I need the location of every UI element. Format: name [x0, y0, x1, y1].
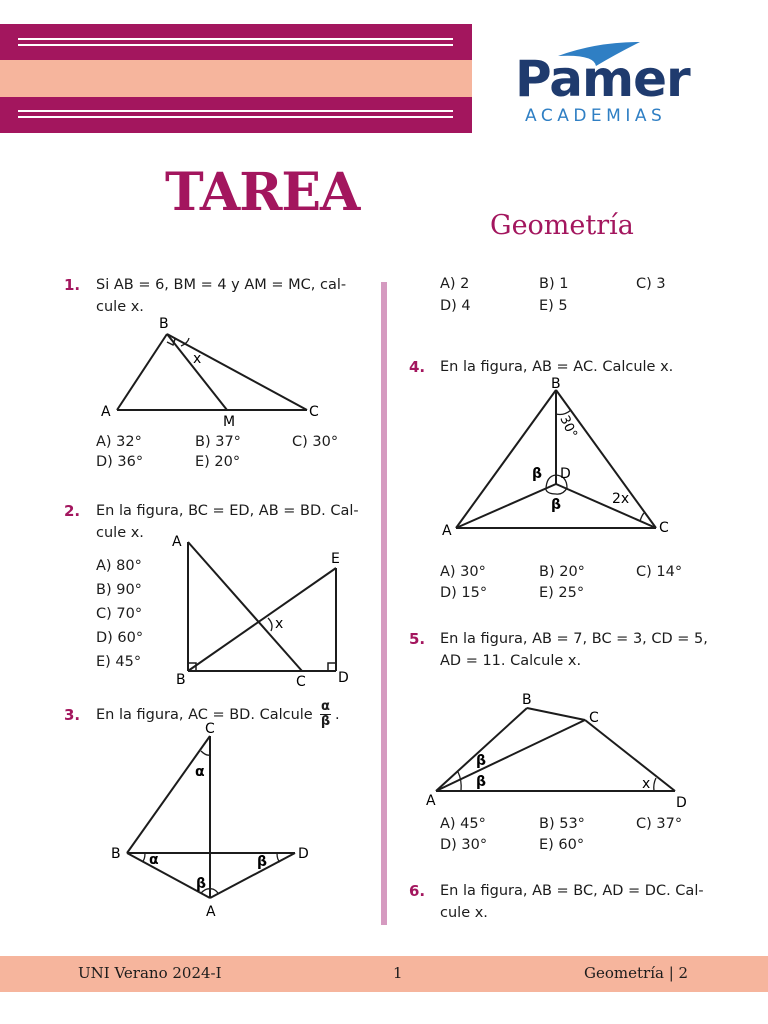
option-b: B) 53°: [539, 816, 585, 832]
option-c: C) 37°: [636, 816, 683, 832]
problem-text: cule x.: [96, 299, 144, 315]
option-a: A) 32°: [96, 434, 142, 450]
vertex-label-a: A: [442, 523, 452, 539]
problem-text: AD = 11. Calcule x.: [440, 653, 582, 669]
problem-number: 5.: [409, 630, 426, 648]
angle-label-beta: β: [476, 774, 487, 790]
problem-text: Si AB = 6, BM = 4 y AM = MC, cal-: [96, 277, 347, 293]
problem-text: cule x.: [96, 525, 144, 541]
problem-number: 2.: [64, 502, 81, 520]
vertex-label-c: C: [205, 721, 215, 737]
vertex-label-m: M: [223, 414, 236, 430]
problem-text: En la figura, BC = ED, AB = BD. Cal-: [96, 503, 359, 519]
option-d: D) 60°: [96, 630, 144, 646]
angle-label-30: 30°: [556, 413, 580, 441]
problem-text: En la figura, AB = 7, BC = 3, CD = 5,: [440, 631, 708, 647]
option-e: E) 45°: [96, 654, 142, 670]
option-d: D) 4: [440, 298, 471, 314]
vertex-label-c: C: [296, 674, 306, 690]
vertex-label-c: C: [589, 710, 599, 726]
option-e: E) 60°: [539, 837, 585, 853]
stripe-line: [18, 110, 453, 112]
figure-problem-1: [95, 310, 335, 430]
vertex-label-c: C: [309, 404, 319, 420]
option-b: B) 20°: [539, 564, 585, 580]
option-c: C) 70°: [96, 606, 143, 622]
option-a: A) 80°: [96, 558, 142, 574]
footer-course: UNI Verano 2024-I: [78, 964, 222, 982]
vertex-label-b: B: [111, 846, 121, 862]
angle-label-x: x: [193, 351, 202, 367]
option-d: D) 15°: [440, 585, 488, 601]
figure-problem-2: [168, 530, 358, 690]
stripe-line: [18, 38, 453, 40]
option-d: D) 30°: [440, 837, 488, 853]
option-a: A) 45°: [440, 816, 486, 832]
problem-text: En la figura, AC = BD. Calcule: [96, 707, 313, 723]
footer-page-marker: 1: [393, 964, 403, 982]
option-a: A) 2: [440, 276, 470, 292]
vertex-label-b: B: [159, 316, 169, 332]
angle-label-beta: β: [257, 854, 268, 870]
option-c: C) 30°: [292, 434, 339, 450]
problem-number: 3.: [64, 706, 81, 724]
fraction-numerator: α: [321, 699, 330, 714]
period: .: [335, 707, 340, 723]
fraction-denominator: β: [320, 714, 331, 729]
option-b: B) 37°: [195, 434, 241, 450]
vertex-label-a: A: [426, 793, 436, 809]
logo-subtitle: ACADEMIAS: [525, 106, 667, 126]
vertex-label-d: D: [560, 466, 571, 482]
option-a: A) 30°: [440, 564, 486, 580]
problem-number: 4.: [409, 358, 426, 376]
vertex-label-e: E: [331, 551, 340, 567]
stripe-line: [18, 44, 453, 46]
angle-label-x: x: [275, 616, 284, 632]
option-c: C) 3: [636, 276, 666, 292]
vertex-label-c: C: [659, 520, 669, 536]
problem-number: 6.: [409, 882, 426, 900]
vertex-label-a: A: [101, 404, 111, 420]
figure-problem-3: [105, 718, 325, 923]
header-band-bottom: [0, 97, 472, 133]
vertex-label-b: B: [176, 672, 186, 688]
problem-text: En la figura, AB = AC. Calcule x.: [440, 359, 674, 375]
option-b: B) 90°: [96, 582, 142, 598]
header-band-middle: [0, 60, 472, 97]
angle-label-alpha: α: [195, 764, 205, 780]
angle-label-beta: β: [551, 497, 562, 513]
logo-text: Pamer: [515, 50, 690, 108]
figure-problem-4: [436, 372, 686, 542]
option-e: E) 25°: [539, 585, 585, 601]
option-d: D) 36°: [96, 454, 144, 470]
vertex-label-d: D: [298, 846, 309, 862]
vertex-label-d: D: [676, 795, 687, 811]
vertex-label-a: A: [172, 534, 182, 550]
footer-subject-page: Geometría | 2: [584, 964, 689, 982]
problem-text: cule x.: [440, 905, 488, 921]
vertex-label-d: D: [338, 670, 349, 686]
vertex-label-b: B: [522, 692, 532, 708]
vertex-label-b: B: [551, 376, 561, 392]
option-e: E) 5: [539, 298, 568, 314]
page-title: TAREA: [165, 162, 360, 223]
angle-label-alpha: α: [149, 852, 159, 868]
option-c: C) 14°: [636, 564, 683, 580]
problem-text: En la figura, AB = BC, AD = DC. Cal-: [440, 883, 704, 899]
option-e: E) 20°: [195, 454, 241, 470]
header-band-top: [0, 24, 472, 60]
column-divider: [381, 282, 387, 925]
vertex-label-a: A: [206, 904, 216, 920]
angle-label-beta: β: [532, 466, 543, 482]
angle-label-beta: β: [476, 753, 487, 769]
angle-label-x: x: [642, 776, 651, 792]
angle-label-beta: β: [196, 876, 207, 892]
angle-label-2x: 2x: [612, 491, 630, 507]
problem-number: 1.: [64, 276, 81, 294]
subject-title: Geometría: [490, 210, 634, 241]
option-b: B) 1: [539, 276, 569, 292]
figure-problem-5: [420, 688, 700, 816]
stripe-line: [18, 116, 453, 118]
